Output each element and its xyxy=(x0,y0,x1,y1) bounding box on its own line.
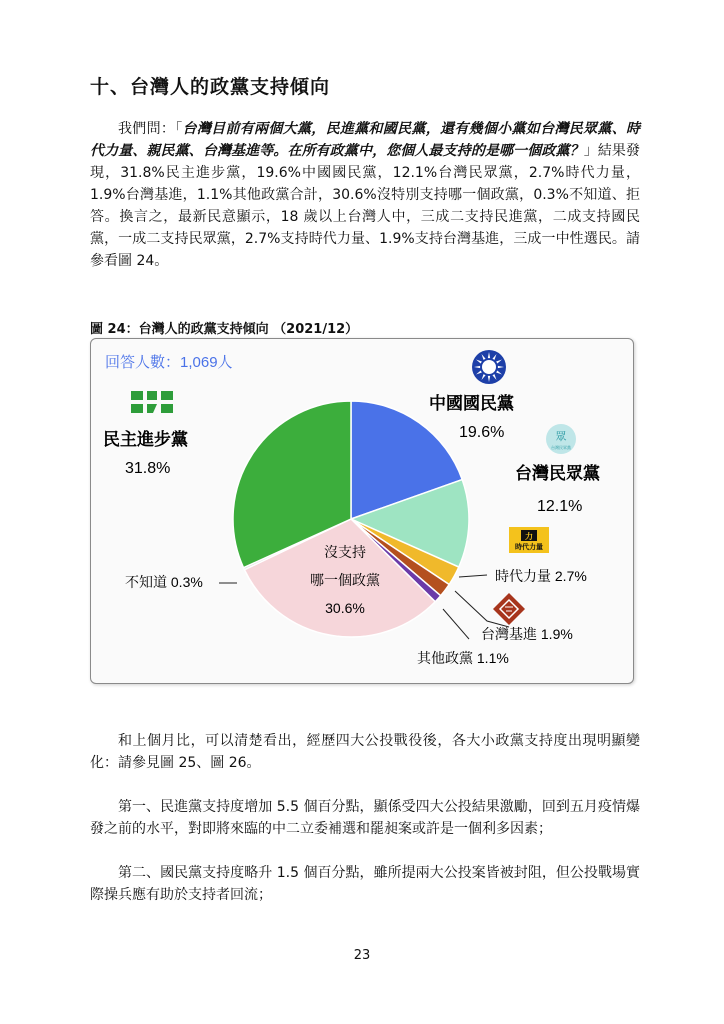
intro-results: 」結果發現，31.8%民主進步黨，19.6%中國國民黨，12.1%台灣民眾黨，2.7%時代力量，1.9%台灣基進，1.1%其他政黨合計，30.6%沒特別支持哪一個政黨，0.3%不知道、拒答。換言之，最新民意顯示，18 歲以上台灣人中，三成二支持民進黨，二成支持國民黨，一成二支持民眾黨，2.7%支持時代力量、1.9%支持台灣基進，三成一中性選民。請參看圖 24。 xyxy=(90,143,641,269)
tsp-label: 台灣基進 1.9% xyxy=(481,626,573,642)
paragraph-4 xyxy=(90,862,640,906)
survey-question: 台灣目前有兩個大黨，民進黨和國民黨，還有幾個小黨如台灣民眾黨、時代力量、親民黨、台灣基進等。在所有政黨中，您個人最支持的是哪一個政黨？ xyxy=(90,121,641,159)
dpp-label: 民主進步黨 xyxy=(103,430,188,449)
svg-text:眾: 眾 xyxy=(555,430,567,443)
leader-line-2 xyxy=(443,609,469,639)
dpp-value: 31.8% xyxy=(125,460,171,477)
intro-paragraph xyxy=(90,118,640,272)
kmt-logo xyxy=(472,350,506,384)
intro-lead: 我們問：「 xyxy=(118,121,183,137)
tsp-logo xyxy=(493,593,525,625)
paragraph-4-text: 第二、國民黨支持度略升 1.5 個百分點，雖所提兩大公投案皆被封阻，但公投戰場實際操兵應有助於支持者回流； xyxy=(90,865,640,903)
svg-text:台灣民眾黨: 台灣民眾黨 xyxy=(551,445,571,450)
svg-text:力: 力 xyxy=(525,532,533,541)
paragraph-2-text: 和上個月比，可以清楚看出，經歷四大公投戰役後，各大小政黨支持度出現明顯變化：請參見圖 25、圖 26。 xyxy=(90,733,640,771)
neutral-label-line1: 沒支持 xyxy=(324,544,366,560)
pie-chart xyxy=(91,339,633,683)
svg-text:時代力量: 時代力量 xyxy=(515,543,543,551)
tpp-value: 12.1% xyxy=(537,498,583,515)
neutral-label-line2: 哪一個政黨 xyxy=(310,572,380,588)
section-heading: 十、台灣人的政黨支持傾向 xyxy=(90,76,331,98)
others-label: 其他政黨 1.1% xyxy=(417,650,509,666)
respondents-label: 回答人數：1,069人 xyxy=(105,354,233,371)
paragraph-3 xyxy=(90,796,640,840)
npp-label: 時代力量 2.7% xyxy=(495,568,587,584)
page-number: 23 xyxy=(353,948,371,963)
paragraph-2 xyxy=(90,730,640,774)
dont-know-label: 不知道 0.3% xyxy=(125,574,203,590)
leader-line-0 xyxy=(459,575,487,577)
paragraph-3-text: 第一、民進黨支持度增加 5.5 個百分點，顯係受四大公投結果激勵，回到五月疫情爆發之前的水平，對即將來臨的中二立委補選和罷昶案或許是一個利多因素； xyxy=(90,799,640,837)
dpp-logo xyxy=(131,391,173,413)
kmt-label: 中國國民黨 xyxy=(429,394,514,413)
pie-chart-panel xyxy=(90,338,634,684)
kmt-value: 19.6% xyxy=(459,424,505,441)
tpp-logo xyxy=(546,424,576,454)
neutral-value: 30.6% xyxy=(325,600,365,616)
tpp-label: 台灣民眾黨 xyxy=(515,464,600,483)
npp-logo xyxy=(509,527,549,553)
figure-caption: 圖 24：台灣人的政黨支持傾向 （2021/12） xyxy=(90,322,359,337)
